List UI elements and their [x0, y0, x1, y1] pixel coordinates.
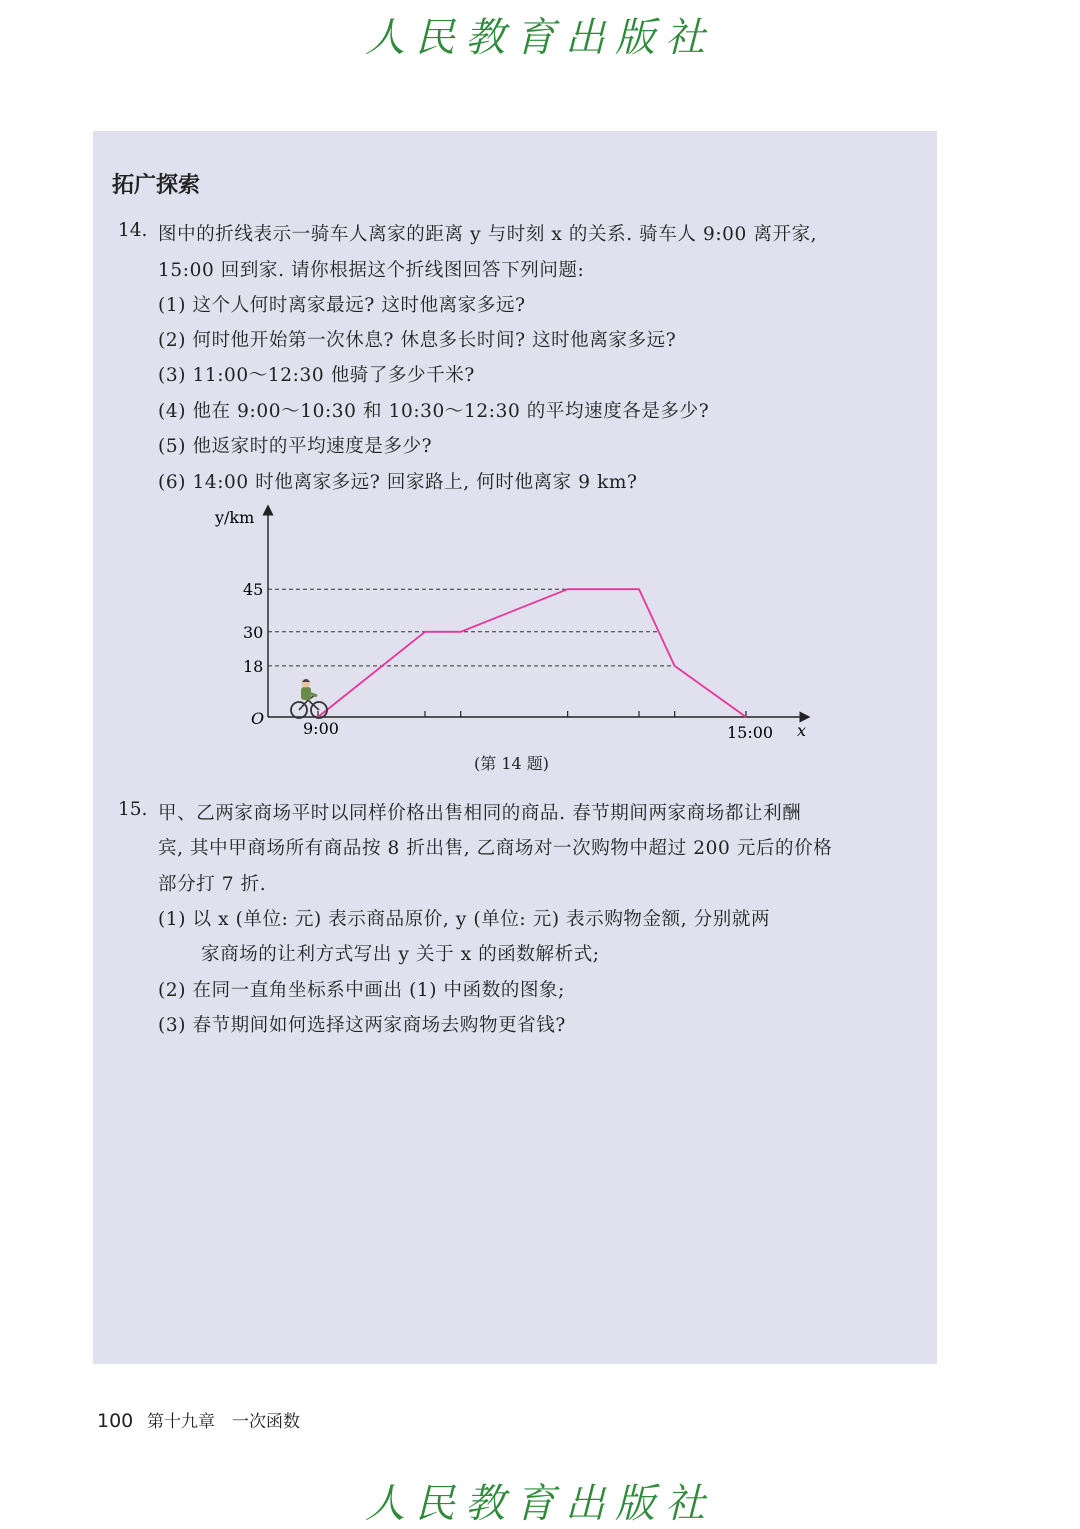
page-number: 100 [97, 1410, 134, 1432]
distance-time-chart [205, 500, 825, 750]
y-tick-label-30: 30 [243, 622, 264, 642]
publisher-logo-top: 人民教育出版社 [365, 15, 715, 61]
q14-stem-line-1: 图中的折线表示一骑车人离家的距离 y 与时刻 x 的关系. 骑车人 9:00 离开家, [158, 224, 818, 245]
x-tick-label-start: 9:00 [303, 719, 339, 738]
q15-stem-line-2: 宾, 其中甲商场所有商品按 8 折出售, 乙商场对一次购物中超过 200 元后的价格 [158, 838, 833, 859]
cyclist-illustration [291, 679, 327, 719]
q14-sub-2: (2) 何时他开始第一次休息? 休息多长时间? 这时他离家多远? [158, 330, 677, 351]
q14-sub-1: (1) 这个人何时离家最远? 这时他离家多远? [158, 295, 526, 316]
x-tick-label-end: 15:00 [727, 723, 774, 742]
q15-number: 15. [118, 799, 148, 820]
q15-sub-1-cont: 家商场的让利方式写出 y 关于 x 的函数解析式; [201, 944, 600, 965]
y-tick-label-18: 18 [243, 656, 264, 676]
section-title: 拓广探索 [112, 173, 201, 198]
q14-stem-line-2: 15:00 回到家. 请你根据这个折线图回答下列问题: [158, 260, 585, 281]
page-footer [97, 1407, 300, 1432]
x-axis-label: x [797, 721, 807, 740]
origin-label: O [251, 709, 265, 728]
chapter-title: 第十九章 一次函数 [147, 1412, 300, 1432]
q15-stem-line-3: 部分打 7 折. [158, 874, 267, 895]
y-tick-label-45: 45 [243, 580, 264, 600]
q15-sub-1: (1) 以 x (单位: 元) 表示商品原价, y (单位: 元) 表示购物金额, 分别就两 [158, 909, 771, 930]
publisher-logo-bottom: 人民教育出版社 [365, 1481, 715, 1527]
distance-line [318, 589, 746, 717]
q15-sub-2: (2) 在同一直角坐标系中画出 (1) 中函数的图象; [158, 980, 565, 1001]
q14-sub-4: (4) 他在 9:00～10:30 和 10:30～12:30 的平均速度各是多少? [158, 401, 710, 422]
q15-stem-line-1: 甲、乙两家商场平时以同样价格出售相同的商品. 春节期间两家商场都让利酬 [158, 803, 802, 824]
q14-sub-5: (5) 他返家时的平均速度是多少? [158, 436, 433, 457]
q14-sub-3: (3) 11:00～12:30 他骑了多少千米? [158, 365, 475, 386]
figure-caption: (第 14 题) [474, 754, 550, 773]
x-ticks [318, 711, 746, 717]
y-tick-labels [243, 580, 263, 676]
q14-number: 14. [118, 220, 148, 241]
q15-sub-3: (3) 春节期间如何选择这两家商场去购物更省钱? [158, 1015, 566, 1036]
y-axis-label: y/km [215, 508, 255, 527]
q14-sub-6: (6) 14:00 时他离家多远? 回家路上, 何时他离家 9 km? [158, 472, 638, 493]
